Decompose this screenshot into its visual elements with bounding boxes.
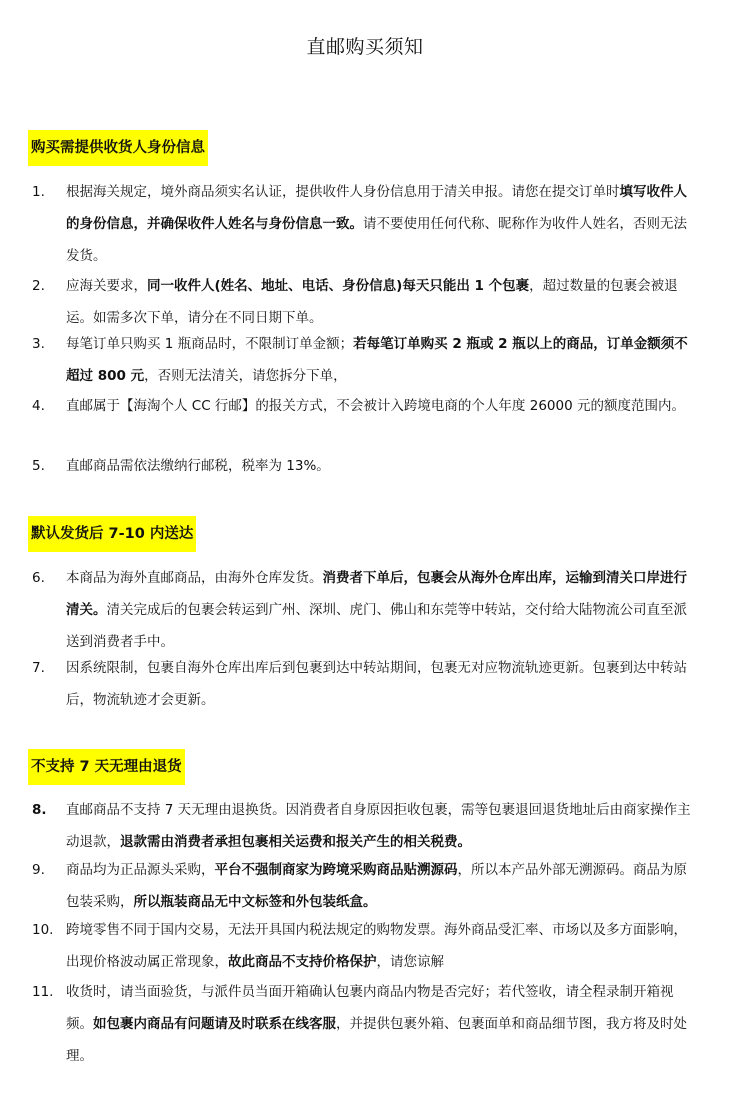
emphasis-text: 消费者下单后，包裹会从海外仓库出库，运输到清关口岸进行清关。 [66,570,687,618]
section-heading-delivery-time: 默认发货后 7-10 内送达 [28,516,196,552]
item-text [66,976,700,1072]
item-text [66,562,700,658]
item-text-run: 直邮商品需依法缴纳行邮税，税率为 13%。 [66,458,330,474]
list-item [32,854,700,918]
item-text-run: 直邮属于【海淘个人 CC 行邮】的报关方式，不会被计入跨境电商的个人年度 26000 元的额度范围内。 [66,398,685,414]
section-heading-identity-info: 购买需提供收货人身份信息 [28,130,208,166]
item-text [66,176,700,272]
list-item [32,176,700,272]
item-text [66,328,700,392]
item-number: 10. [32,922,54,938]
list-item [32,794,700,858]
list-item [32,450,700,482]
item-text-run: 每笔订单只购买 1 瓶商品时，不限制订单金额； [66,336,354,352]
item-text [66,450,700,482]
section-heading-no-returns: 不支持 7 天无理由退货 [28,749,185,785]
list-item [32,562,700,658]
emphasis-text: 所以瓶装商品无中文标签和外包装纸盒。 [133,894,377,910]
item-text-run: 根据海关规定，境外商品须实名认证，提供收件人身份信息用于清关申报。请您在提交订单时 [66,184,620,200]
item-number: 9. [32,862,45,878]
item-number: 1. [32,184,45,200]
emphasis-text: 故此商品不支持价格保护 [228,954,377,970]
item-text-run: 本商品为海外直邮商品，由海外仓库发货。 [66,570,323,586]
list-item [32,652,700,716]
item-text-run: 商品均为正品源头采购， [66,862,215,878]
emphasis-text: 填写收件人的身份信息，并确保收件人姓名与身份信息一致。 [66,184,687,232]
list-item [32,270,700,334]
item-text-run: 直邮商品不支持 7 天无理由退换货。因消费者自身原因拒收包裹，需等包裹退回退货地址后由商家操作主动退款， [66,802,691,850]
item-number: 6. [32,570,45,586]
item-number: 2. [32,278,45,294]
item-number: 5. [32,458,45,474]
item-text-run: 收货时，请当面验货，与派件员当面开箱确认包裹内商品内物是否完好；若代签收，请全程录制开箱视频。 [66,984,674,1032]
item-text [66,854,700,918]
item-text-run: 请不要使用任何代称、昵称作为收件人姓名，否则无法发货。 [66,216,687,264]
item-text [66,390,700,422]
emphasis-text: 退款需由消费者承担包裹相关运费和报关产生的相关税费。 [120,834,471,850]
item-text [66,652,700,716]
item-number: 3. [32,336,45,352]
emphasis-text: 同一收件人(姓名、地址、电话、身份信息)每天只能出 1 个包裹 [147,278,530,294]
item-text-run: ，请您谅解 [376,954,444,970]
item-text [66,270,700,334]
item-text-run: 因系统限制，包裹自海外仓库出库后到包裹到达中转站期间，包裹无对应物流轨迹更新。包裹到达中转站后，物流轨迹才会更新。 [66,660,687,708]
emphasis-text: 如包裹内商品有问题请及时联系在线客服 [93,1016,336,1032]
emphasis-text: 若每笔订单购买 2 瓶或 2 瓶以上的商品，订单金额须不超过 800 元 [66,336,688,384]
item-text [66,914,700,978]
item-text [66,794,700,858]
list-item [32,390,700,422]
item-number: 7. [32,660,45,676]
item-text-run: 清关完成后的包裹会转运到广州、深圳、虎门、佛山和东莞等中转站，交付给大陆物流公司直至派送到消费者手中。 [66,602,687,650]
list-item [32,976,700,1072]
emphasis-text: 平台不强制商家为跨境采购商品贴溯源码 [214,862,458,878]
item-number: 11. [32,984,54,1000]
item-text-run: 应海关要求， [66,278,147,294]
item-number: 4. [32,398,45,414]
item-text-run: ，并提供包裹外箱、包裹面单和商品细节图，我方将及时处理。 [66,1016,687,1064]
item-text-run: ，否则无法清关，请您拆分下单， [144,368,347,384]
list-item [32,328,700,392]
item-text-run: 跨境零售不同于国内交易，无法开具国内税法规定的购物发票。海外商品受汇率、市场以及多方面影响，出现价格波动属正常现象， [66,922,687,970]
item-text-run: ，所以本产品外部无溯源码。商品为原包装采购， [66,862,687,910]
page-title: 直邮购买须知 [306,36,424,58]
item-number: 8. [32,802,47,818]
list-item [32,914,700,978]
item-text-run: ，超过数量的包裹会被退运。如需多次下单，请分在不同日期下单。 [66,278,678,326]
